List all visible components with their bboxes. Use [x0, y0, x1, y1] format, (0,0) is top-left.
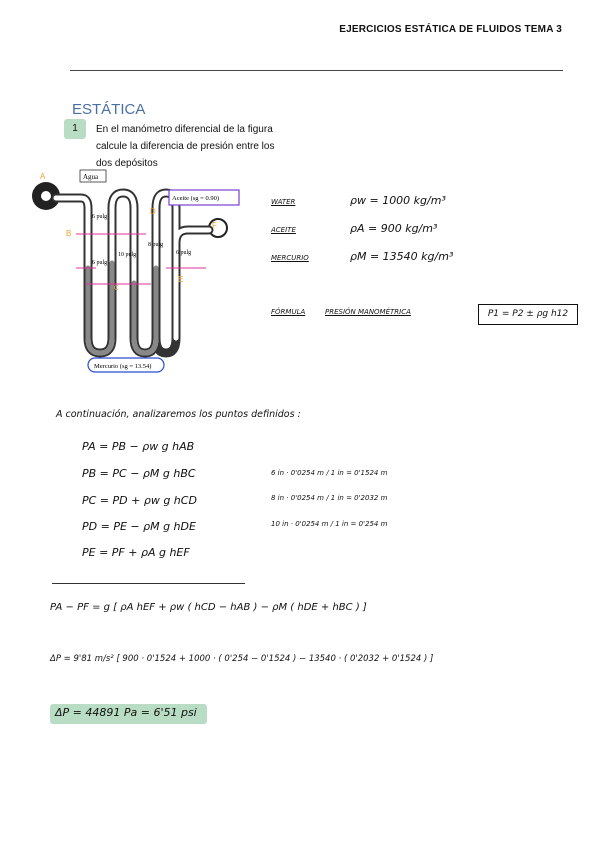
point-f: F: [212, 221, 217, 230]
formula-sublabel: PRESIÓN MANOMÉTRICA: [325, 308, 411, 316]
analysis-intro: A continuación, analizaremos los puntos definidos :: [56, 409, 301, 420]
dim-5: 6 pulg: [176, 250, 192, 256]
eq-2: PB = PC − ρM g hBC: [82, 467, 196, 480]
point-c: C: [114, 285, 120, 292]
conversion-2: 8 in · 0'0254 m / 1 in = 0'2032 m: [271, 494, 388, 502]
agua-label: Agua: [83, 173, 99, 181]
formula-box: P1 = P2 ± ρg h12: [478, 304, 578, 325]
dim-3: 10 pulg: [118, 252, 137, 258]
problem-line-3: dos depósitos: [96, 158, 158, 169]
problem-line-1: En el manómetro diferencial de la figura: [96, 124, 273, 135]
eq-4: PD = PE − ρM g hDE: [82, 520, 196, 533]
aceite-label: Aceite (sg = 0.90): [172, 195, 219, 202]
dim-4: 8 pulg: [148, 242, 164, 248]
mercury-label: MERCURIO: [271, 254, 309, 262]
formula-label: FÓRMULA: [271, 308, 306, 316]
delta-equation: ΔP = 9'81 m/s² [ 900 · 0'1524 + 1000 · ( 0'254 − 0'1524 ) − 13540 · ( 0'2032 + 0'1524 ) ]: [50, 654, 434, 664]
eq-3: PC = PD + ρw g hCD: [82, 494, 197, 507]
final-result: ΔP = 44891 Pa = 6'51 psi: [55, 706, 197, 719]
page-header: EJERCICIOS ESTÁTICA DE FLUIDOS TEMA 3: [339, 24, 562, 35]
manometer-figure: [26, 168, 248, 376]
point-d: D: [150, 207, 156, 216]
problem-number: 1: [64, 119, 86, 139]
problem-statement: [96, 121, 296, 172]
oil-label: ACEITE: [271, 226, 296, 234]
mercury-density: ρM = 13540 kg/m³: [350, 250, 454, 263]
water-density: ρw = 1000 kg/m³: [350, 194, 446, 207]
header-divider: [70, 70, 563, 71]
point-b: B: [66, 229, 72, 238]
dim-1: 6 pulg: [92, 214, 108, 220]
section-title: ESTÁTICA: [72, 101, 146, 118]
difference-equation: PA − PF = g [ ρA hEF + ρw ( hCD − hAB ) − ρM ( hDE + hBC ) ]: [50, 602, 367, 613]
dim-2: 6 pulg: [92, 260, 108, 266]
eq-5: PE = PF + ρA g hEF: [82, 546, 190, 559]
oil-density: ρA = 900 kg/m³: [350, 222, 438, 235]
conversion-1: 6 in · 0'0254 m / 1 in = 0'1524 m: [271, 469, 388, 477]
analysis-divider: [52, 583, 245, 584]
problem-line-2: calcule la diferencia de presión entre los: [96, 141, 275, 152]
mercurio-label: Mercurio (sg = 13.54): [94, 363, 152, 370]
eq-1: PA = PB − ρw g hAB: [82, 440, 195, 453]
point-e: E: [178, 275, 184, 284]
point-a: A: [40, 172, 46, 181]
water-label: WATER: [271, 198, 296, 206]
conversion-3: 10 in · 0'0254 m / 1 in = 0'254 m: [271, 520, 388, 528]
